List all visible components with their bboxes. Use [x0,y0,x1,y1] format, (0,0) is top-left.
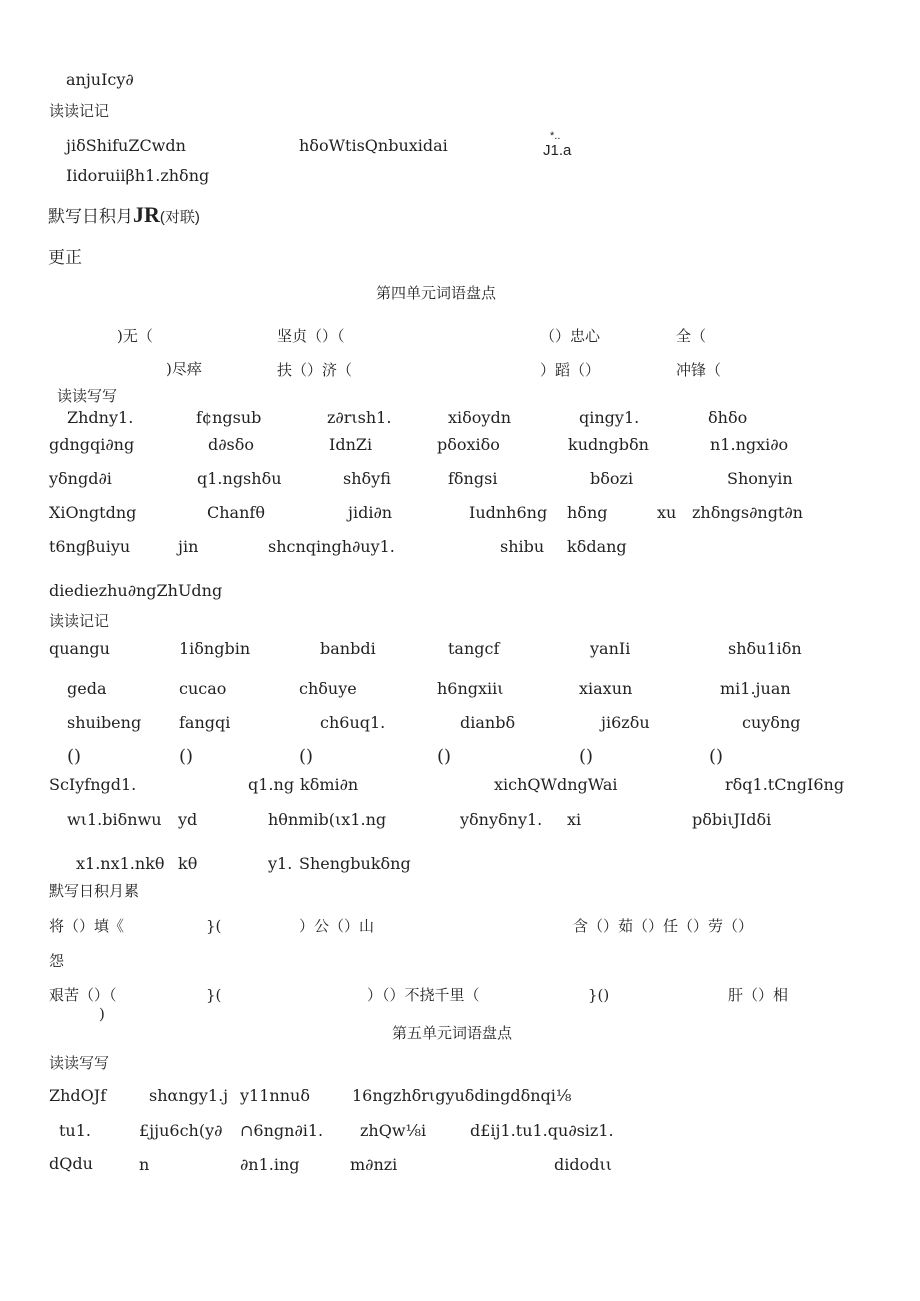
pinyin-word: diediezhu∂ngZhUdng [49,581,223,600]
pinyin-word: zhδngs∂ngt∂n [692,503,803,522]
pinyin-word: jidi∂n [348,503,393,522]
pinyin-phrase: q1.ng [248,775,295,794]
pinyin-phrase: x1.nx1.nkθ [76,854,165,873]
pinyin-phrase: pδbiιJIdδi [692,810,772,829]
pinyin-word: cucao [179,679,227,698]
pinyin-word: jin [178,537,199,556]
pinyin-word: shibu [500,537,545,556]
blank-brackets: () [179,746,194,767]
pinyin-word: fδngsi [448,469,498,488]
fill-blank: ）公（）山 [299,917,375,935]
pinyin-word: hδng [567,503,608,522]
pinyin-word: xiδoydn [448,408,511,427]
pinyin-word: f¢ngsub [196,408,262,427]
moxie-big: JR [133,202,160,227]
fill-blank: ）（）不挠千里（ [367,986,480,1004]
pinyin-word: geda [67,679,107,698]
pinyin-word: δhδo [708,408,748,427]
pinyin-word: Zhdny1. [67,408,134,427]
pinyin-word: shαngy1.j [149,1086,229,1105]
blank-brackets: () [299,746,314,767]
pinyin-word: zhQw⅛i [360,1121,427,1140]
pinyin-word: qingy1. [579,408,640,427]
pinyin-word: ∂n1.ing [240,1155,300,1174]
pinyin-word: dQdu [49,1154,93,1173]
pinyin-word: jiδShifuZCwdn [66,136,186,155]
pinyin-word: shδu1iδn [728,639,802,658]
fill-blank: 将（）填《 [49,917,125,935]
pinyin-phrase: kδmi∂n [300,775,359,794]
pinyin-word: XiOngtdng [49,503,137,522]
pinyin-word: ch6uq1. [320,713,386,732]
pinyin-phrase: Shengbukδng [299,854,411,873]
section-heading-dudujiji: 读读记记 [49,102,110,120]
pinyin-word: quangu [49,639,110,658]
unit4-title: 第四单元词语盘点 [376,284,497,302]
pinyin-word: Shonyin [727,469,793,488]
moxie-prefix: 默写日积月 [48,207,133,226]
blank-brackets: () [67,746,82,767]
fill-blank: 含（）茹（）任（）劳（） [573,917,754,935]
fill-blank: 扶（）济（ [277,361,353,379]
fill-blank: 全（ [676,327,707,345]
pinyin-word: Iudnh6ng [469,503,548,522]
pinyin-word: gdngqi∂ng [49,435,135,454]
pinyin-word: shδyfi [343,469,391,488]
pinyin-word: q1.ngshδu [197,469,282,488]
pinyin-word: shcnqingh∂uy1. [268,537,395,556]
pinyin-word: ji6zδu [601,713,650,732]
pinyin-word: didodιι [554,1155,613,1174]
pinyin-word: cuyδng [742,713,801,732]
pinyin-word: h6ngxiiι [437,679,504,698]
pinyin-word: xiaxun [579,679,633,698]
pinyin-word: bδozi [590,469,634,488]
pinyin-word: 16ngzhδrιgyuδdingdδnqi⅛ [352,1086,572,1105]
section-heading-moxie: 默写日积月累 [49,882,140,900]
pinyin-phrase: xi [567,810,582,829]
pinyin-word: n [139,1155,150,1174]
fill-blank: 肝（）相 [728,986,789,1004]
pinyin-word: m∂nzi [350,1155,398,1174]
pinyin-phrase: rδq1.tCngI6ng [725,775,845,794]
fill-blank: 怨 [49,952,65,970]
fill-blank: ）蹈（） [540,361,601,379]
pinyin-word: Chanfθ [207,503,265,522]
pinyin-word: d∂sδo [208,435,254,454]
pinyin-word: 1iδngbin [179,639,251,658]
fill-blank: 冲锋（ [676,361,722,379]
pinyin-word: xu [657,503,677,522]
pinyin-word: Iidoruiiβh1.zhδng [66,166,210,185]
blank-brackets: () [579,746,594,767]
moxie-suffix: (对联) [159,209,200,226]
unit5-title: 第五单元词语盘点 [392,1024,513,1042]
pinyin-word: mi1.juan [720,679,791,698]
pinyin-word: t6ngβuiyu [49,537,131,556]
pinyin-word: kudngbδn [568,435,649,454]
pinyin-word: tu1. [59,1121,91,1140]
pinyin-phrase: ScIyfngd1. [49,775,137,794]
pinyin-phrase: kθ [178,854,198,873]
note-mark: *.. [550,130,561,142]
fill-blank: )无（ [117,327,153,345]
blank-brackets: () [709,746,724,767]
top-pinyin-line: anjuIcy∂ [66,70,134,89]
fill-blank: 坚贞（）（ [277,327,345,345]
pinyin-word: kδdang [567,537,627,556]
pinyin-word: IdnZi [329,435,373,454]
pinyin-word: shuibeng [67,713,142,732]
fill-blank: }( [206,986,222,1004]
pinyin-word: y11nnuδ [240,1086,310,1105]
fill-blank: }() [588,986,610,1004]
pinyin-word: tangcf [448,639,500,658]
pinyin-phrase: yd [178,810,198,829]
pinyin-phrase: y1. [268,854,293,873]
pinyin-word: pδoxiδo [437,435,500,454]
fill-blank: }( [206,917,222,935]
pinyin-word: n1.ngxi∂o [710,435,789,454]
note-text: J1.a [543,142,572,159]
pinyin-word: ∩6ngn∂i1. [240,1121,324,1140]
pinyin-word: dianbδ [460,713,516,732]
gengzheng-label: 更正 [48,248,82,267]
pinyin-word: chδuye [299,679,357,698]
pinyin-word: yanIi [590,639,631,658]
section-heading-dudujiji: 读读记记 [49,612,110,630]
pinyin-phrase: wι1.biδnwu [67,810,162,829]
pinyin-word: d£ij1.tu1.qu∂siz1. [470,1121,614,1140]
fill-blank: )尽瘁 [166,360,202,378]
blank-brackets: () [437,746,452,767]
moxie-heading [48,202,200,228]
fill-blank: 艰苦（）（ [49,986,117,1004]
pinyin-phrase: hθnmib(ιx1.ng [268,810,387,829]
pinyin-phrase: xichQWdngWai [494,775,618,794]
section-heading-duxie: 读读写写 [57,387,118,405]
pinyin-word: £jju6ch(y∂ [139,1121,223,1140]
fill-blank: （）忠心 [540,327,601,345]
section-heading-duxie: 读读写写 [49,1054,110,1072]
pinyin-word: ZhdOJf [49,1086,107,1105]
pinyin-phrase: yδnyδny1. [460,810,543,829]
pinyin-word: banbdi [320,639,376,658]
pinyin-word: fangqi [179,713,231,732]
pinyin-word: hδoWtisQnbuxidai [299,136,448,155]
fill-blank: ) [99,1005,105,1023]
pinyin-word: yδngd∂i [49,469,112,488]
pinyin-word: z∂rιsh1. [327,408,392,427]
